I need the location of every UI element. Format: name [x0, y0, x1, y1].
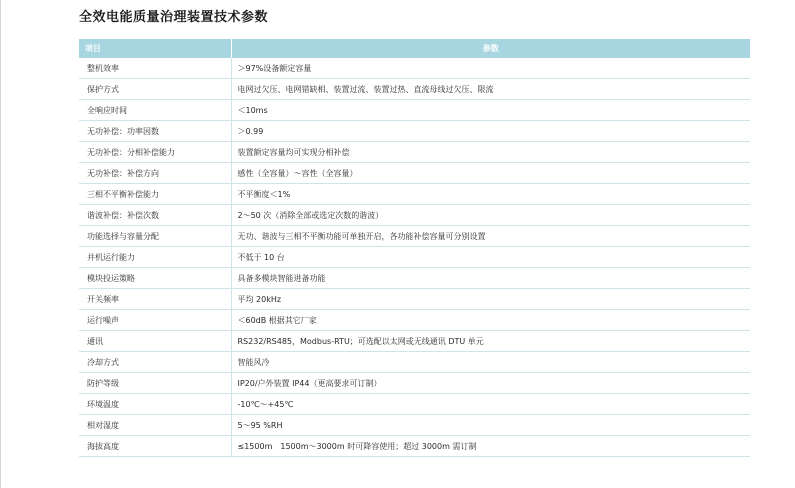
row-parameter-value: 不低于 10 台 [231, 247, 750, 268]
row-item-label: 功能选择与容量分配 [79, 226, 231, 247]
row-parameter-value: ＞0.99 [231, 121, 750, 142]
row-item-label: 谐波补偿：补偿次数 [79, 205, 231, 226]
table-row [79, 247, 750, 268]
page-title: 全效电能质量治理装置技术参数 [79, 10, 269, 25]
row-item-label: 保护方式 [79, 79, 231, 100]
row-parameter-value: 装置额定容量均可实现分相补偿 [231, 142, 750, 163]
table-row [79, 142, 750, 163]
table-row [79, 352, 750, 373]
row-parameter-value: RS232/RS485，Modbus-RTU；可选配以太网或无线通讯 DTU 单元 [231, 331, 750, 352]
row-item-label: 全响应时间 [79, 100, 231, 121]
row-parameter-value: 电网过欠压、电网错缺相、装置过流、装置过热、直流母线过欠压、限流 [231, 79, 750, 100]
row-item-label: 模块投运策略 [79, 268, 231, 289]
row-item-label: 运行噪声 [79, 310, 231, 331]
row-parameter-value: 智能风冷 [231, 352, 750, 373]
row-item-label: 海拔高度 [79, 436, 231, 457]
row-parameter-value: 无功、谐波与三相不平衡功能可单独开启，各功能补偿容量可分别设置 [231, 226, 750, 247]
table-row [79, 205, 750, 226]
table-row [79, 79, 750, 100]
spec-table-body [79, 58, 750, 457]
row-item-label: 通讯 [79, 331, 231, 352]
spec-table [79, 39, 750, 457]
row-item-label: 并机运行能力 [79, 247, 231, 268]
table-row [79, 184, 750, 205]
row-parameter-value: -10℃～+45℃ [231, 394, 750, 415]
row-item-label: 防护等级 [79, 373, 231, 394]
row-item-label: 环境温度 [79, 394, 231, 415]
row-item-label: 整机效率 [79, 58, 231, 79]
row-parameter-value: ＜10ms [231, 100, 750, 121]
table-row [79, 415, 750, 436]
table-row [79, 268, 750, 289]
table-row [79, 373, 750, 394]
table-row [79, 121, 750, 142]
row-item-label: 开关频率 [79, 289, 231, 310]
row-parameter-value: 不平衡度＜1% [231, 184, 750, 205]
table-row [79, 226, 750, 247]
row-parameter-value: 5～95 %RH [231, 415, 750, 436]
table-row [79, 310, 750, 331]
table-row [79, 331, 750, 352]
row-item-label: 相对湿度 [79, 415, 231, 436]
row-item-label: 冷却方式 [79, 352, 231, 373]
row-parameter-value: 感性（全容量）～容性（全容量） [231, 163, 750, 184]
row-item-label: 无功补偿：分相补偿能力 [79, 142, 231, 163]
row-parameter-value: 具备多模块智能进备功能 [231, 268, 750, 289]
row-parameter-value: ＜60dB 根据其它厂家 [231, 310, 750, 331]
row-item-label: 三相不平衡补偿能力 [79, 184, 231, 205]
table-row [79, 289, 750, 310]
table-row [79, 58, 750, 79]
table-row [79, 100, 750, 121]
table-row [79, 163, 750, 184]
table-header-row [79, 39, 750, 58]
header-parameter: 参数 [231, 39, 750, 58]
header-item: 项目 [79, 39, 231, 58]
table-row [79, 394, 750, 415]
row-item-label: 无功补偿：功率因数 [79, 121, 231, 142]
row-item-label: 无功补偿：补偿方向 [79, 163, 231, 184]
row-parameter-value: 2～50 次（消除全部或选定次数的谐波） [231, 205, 750, 226]
table-row [79, 436, 750, 457]
row-parameter-value: 平均 20kHz [231, 289, 750, 310]
row-parameter-value: IP20/户外装置 IP44（更高要求可订制） [231, 373, 750, 394]
row-parameter-value: ＞97%设备额定容量 [231, 58, 750, 79]
page-left-edge [0, 0, 1, 488]
row-parameter-value: ≤1500m 1500m～3000m 时可降容使用；超过 3000m 需订制 [231, 436, 750, 457]
